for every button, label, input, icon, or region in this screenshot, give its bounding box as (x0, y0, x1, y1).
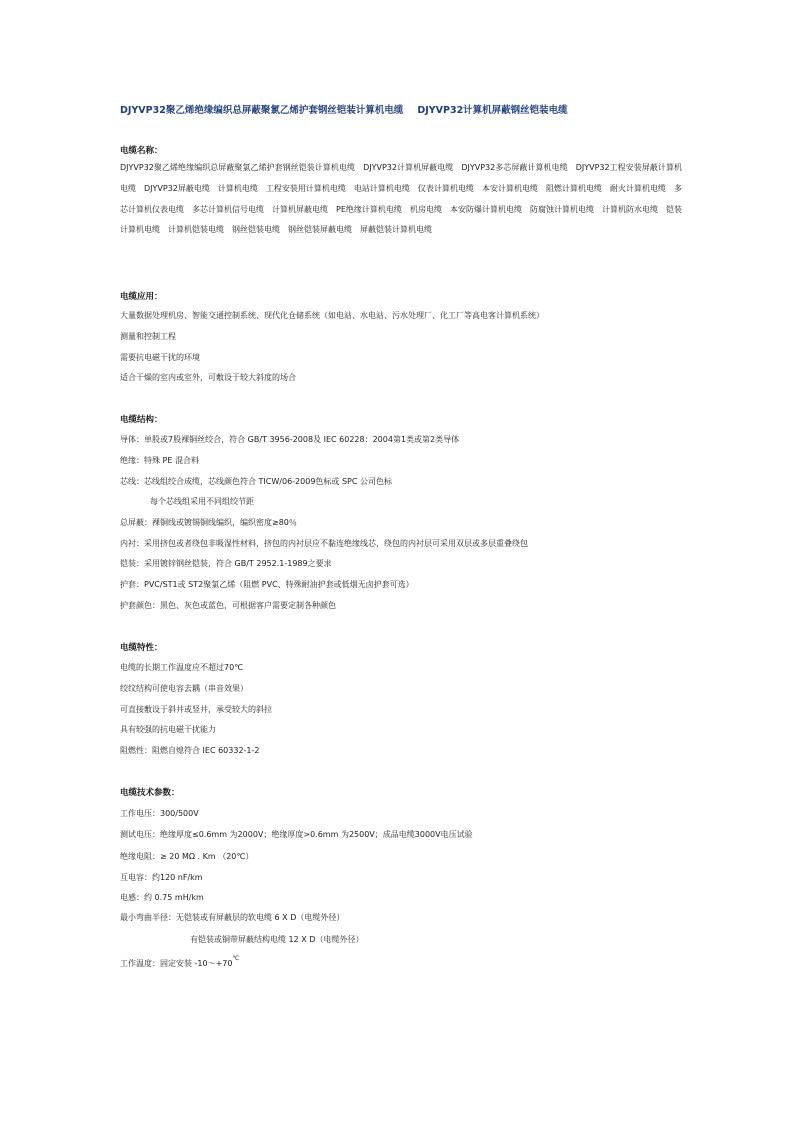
structure-line: 总屏蔽：裸铜线或镀锡铜线编织，编织密度≥80％ (120, 518, 297, 527)
structure-line: 内衬：采用挤包或者绕包非吸湿性材料，挤包的内衬层应不黏连绝缘线芯，绕包的内衬层可采用双层或多层重叠绕包 (120, 539, 528, 548)
params-line: 最小弯曲半径：无铠装或有屏蔽层的软电缆 6 X D（电缆外径） (120, 913, 345, 922)
structure-line: 芯线：芯线组绞合成缆，芯线颜色符合 TICW/06-2009色标或 SPC 公司色标 (120, 477, 392, 486)
structure-line: 绝缘：特殊 PE 混合料 (120, 456, 199, 465)
params-heading: 电缆技术参数： (120, 788, 180, 798)
params-line: 有铠装或铜带屏蔽结构电缆 12 X D（电缆外径） (190, 935, 364, 944)
names-heading: 电缆名称： (120, 146, 163, 156)
title-part-1: DJYVP32聚乙烯绝缘编织总屏蔽聚氯乙烯护套钢丝铠装计算机电缆 (120, 105, 404, 116)
structure-heading: 电缆结构： (120, 415, 163, 425)
application-line: 大量数据处理机房、智能交通控制系统、现代化仓储系统（如电站、水电站、污水处理厂、化工厂等高电客计算机系统） (120, 311, 544, 320)
application-line: 测量和控制工程 (120, 332, 176, 341)
application-line: 适合干燥的室内或室外，可敷设于较大斜度的场合 (120, 373, 296, 382)
names-text: DJYVP32聚乙烯绝缘编织总屏蔽聚氯乙烯护套钢丝铠装计算机电缆 DJYVP32计算机屏蔽电缆 DJYVP32多芯屏蔽计算机电缆 DJYVP32工程安装屏蔽计算机电缆 DJYVP32屏蔽电缆 计算机电缆 工程安装用计算机电缆 电站计算机电缆 仪表计算机电缆 本安计算机电缆 阻燃计算机电缆 耐火计算机电缆 多芯计算机仪表电缆 多芯计算机信号电缆 计算机屏蔽电缆 PE绝缘计算机电缆 机房电缆 本安防爆计算机电缆 防腐蚀计算机电缆 计算机防水电缆 铠装计算机电缆 计算机铠装电缆 钢丝铠装电缆 钢丝铠装屏蔽电缆 屏蔽铠装计算机电缆 (120, 163, 682, 235)
title-part-2: DJYVP32计算机屏蔽钢丝铠装电缆 (417, 105, 568, 116)
params-line: 电感：约 0.75 mH/km (120, 893, 204, 902)
params-line: 测试电压：绝缘厚度≤0.6mm 为2000V；绝缘厚度>0.6mm 为2500V；成品电缆3000V电压试验 (120, 830, 473, 839)
params-temp-line (120, 955, 239, 969)
properties-line: 电缆的长期工作温度应不超过70℃ (120, 663, 244, 672)
params-line: 互电容：约120 nF/km (120, 873, 203, 882)
structure-line: 护套颜色：黑色、灰色或蓝色，可根据客户需要定制各种颜色 (120, 601, 336, 610)
structure-line: 铠装：采用镀锌钢丝铠装，符合 GB/T 2952.1-1989之要求 (120, 559, 332, 568)
params-line: 工作电压：300/500V (120, 809, 199, 818)
document-title (120, 102, 568, 116)
properties-line: 具有较强的抗电磁干扰能力 (120, 725, 216, 734)
properties-line: 绞纹结构可使电容去耦（串音效果） (120, 684, 248, 693)
params-line: 绝缘电阻：≥ 20 MΩ . Km （20℃） (120, 852, 254, 861)
application-heading: 电缆应用： (120, 292, 163, 302)
structure-line: 导体：单股或7股裸铜丝绞合，符合 GB/T 3956-2008及 IEC 60228：2004第1类或第2类导体 (120, 435, 460, 444)
application-line: 需要抗电磁干扰的环境 (120, 353, 200, 362)
params-temp-unit: ℃ (232, 955, 240, 962)
structure-line: 护套：PVC/ST1或 ST2聚氯乙烯（阻燃 PVC、特殊耐油护套或低烟无卤护套可选） (120, 580, 414, 589)
properties-line: 阻燃性：阻燃自熄符合 IEC 60332-1-2 (120, 746, 260, 755)
structure-line: 每个芯线组采用不同组绞节距 (150, 497, 254, 506)
properties-line: 可直接敷设于斜井或竖井，承受较大的斜拉 (120, 705, 272, 714)
params-temp-text: 工作温度：固定安装 -10～+70 (120, 959, 233, 968)
properties-heading: 电缆特性： (120, 643, 163, 653)
